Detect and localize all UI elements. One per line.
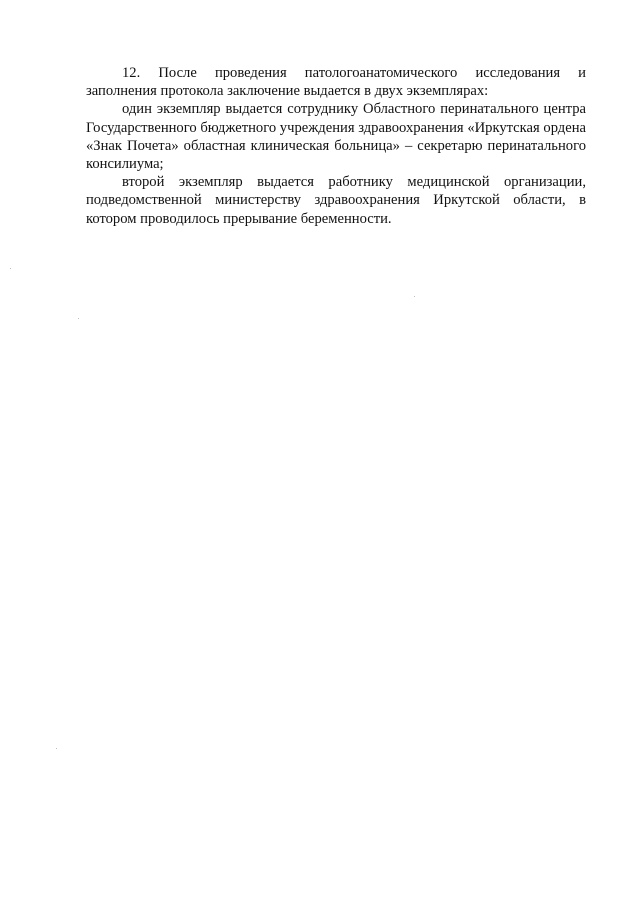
paragraph-12-intro: 12. После проведения патологоанатомического исследования и заполнения протокола заключение выдается в двух экземплярах: xyxy=(86,65,586,100)
scan-speck xyxy=(78,318,79,319)
scan-speck xyxy=(414,296,415,297)
paragraph-second-copy: второй экземпляр выдается работнику медицинской организации, подведомственной министерству здравоохранения Иркутской области, в котором проводилось прерывание беременности. xyxy=(86,174,586,227)
scan-speck xyxy=(56,748,57,749)
document-body xyxy=(86,64,586,228)
paragraph-first-copy: один экземпляр выдается сотруднику Областного перинатального центра Государственного бюджетного учреждения здравоохранения «Иркутская ордена «Знак Почета» областная клиническая больница» – секретарю перинатального консилиума; xyxy=(86,101,586,173)
scan-speck xyxy=(10,268,11,269)
